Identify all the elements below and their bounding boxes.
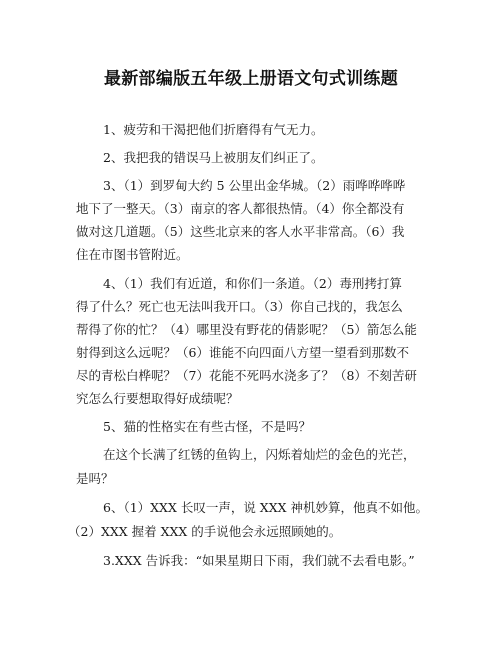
text-line: 6、（1）XXX 长叹一声，说 XXX 神机妙算，他真不如他。 [103,500,428,515]
text-line: 2、我把我的错误马上被朋友们纠正了。 [103,150,324,165]
text-line: 地下了一整天。（3）南京的客人都很热情。（4）你全都没有 [76,201,405,216]
text-line: 射得到这么远呢？（6）谁能不向四面八方望一望看到那数不 [76,345,409,360]
text-line: 3.XXX 告诉我：“如果星期日下雨，我们就不去看电影。” [103,553,415,568]
text-line: 得了什么？死亡也无法叫我开口。（3）你自己找的，我怎么 [76,299,403,314]
text-line: （2）XXX 握着 XXX 的手说他会永远照顾她的。 [68,524,342,539]
text-line: 是吗？ [76,471,114,486]
text-line: 1、疲劳和干渴把他们折磨得有气无力。 [103,122,324,137]
text-line: 做对这几道题。（5）这些北京来的客人水平非常高。（6）我 [76,224,405,239]
text-line: 尽的青松白桦呢？（7）花能不死吗水浇多了？（8）不刻苦研 [76,368,417,383]
text-line: 3、（1）到罗甸大约 5 公里出金华城。（2）雨哗哗哗哗 [103,178,406,193]
text-line: 5、猫的性格实在有些古怪，不是吗？ [103,419,311,434]
text-line: 帮得了你的忙？（4）哪里没有野花的倩影呢？（5）箭怎么能 [76,322,417,337]
text-line: 住在市图书管附近。 [76,247,189,262]
text-line: 在这个长满了红锈的鱼钩上，闪烁着灿烂的金色的光芒， [103,447,416,462]
text-line: 究怎么行要想取得好成绩呢？ [76,391,239,406]
text-line: 4、（1）我们有近道，和你们一条道。（2）毒刑拷打算 [103,276,402,291]
document-title: 最新部编版五年级上册语文句式训练题 [103,69,399,89]
